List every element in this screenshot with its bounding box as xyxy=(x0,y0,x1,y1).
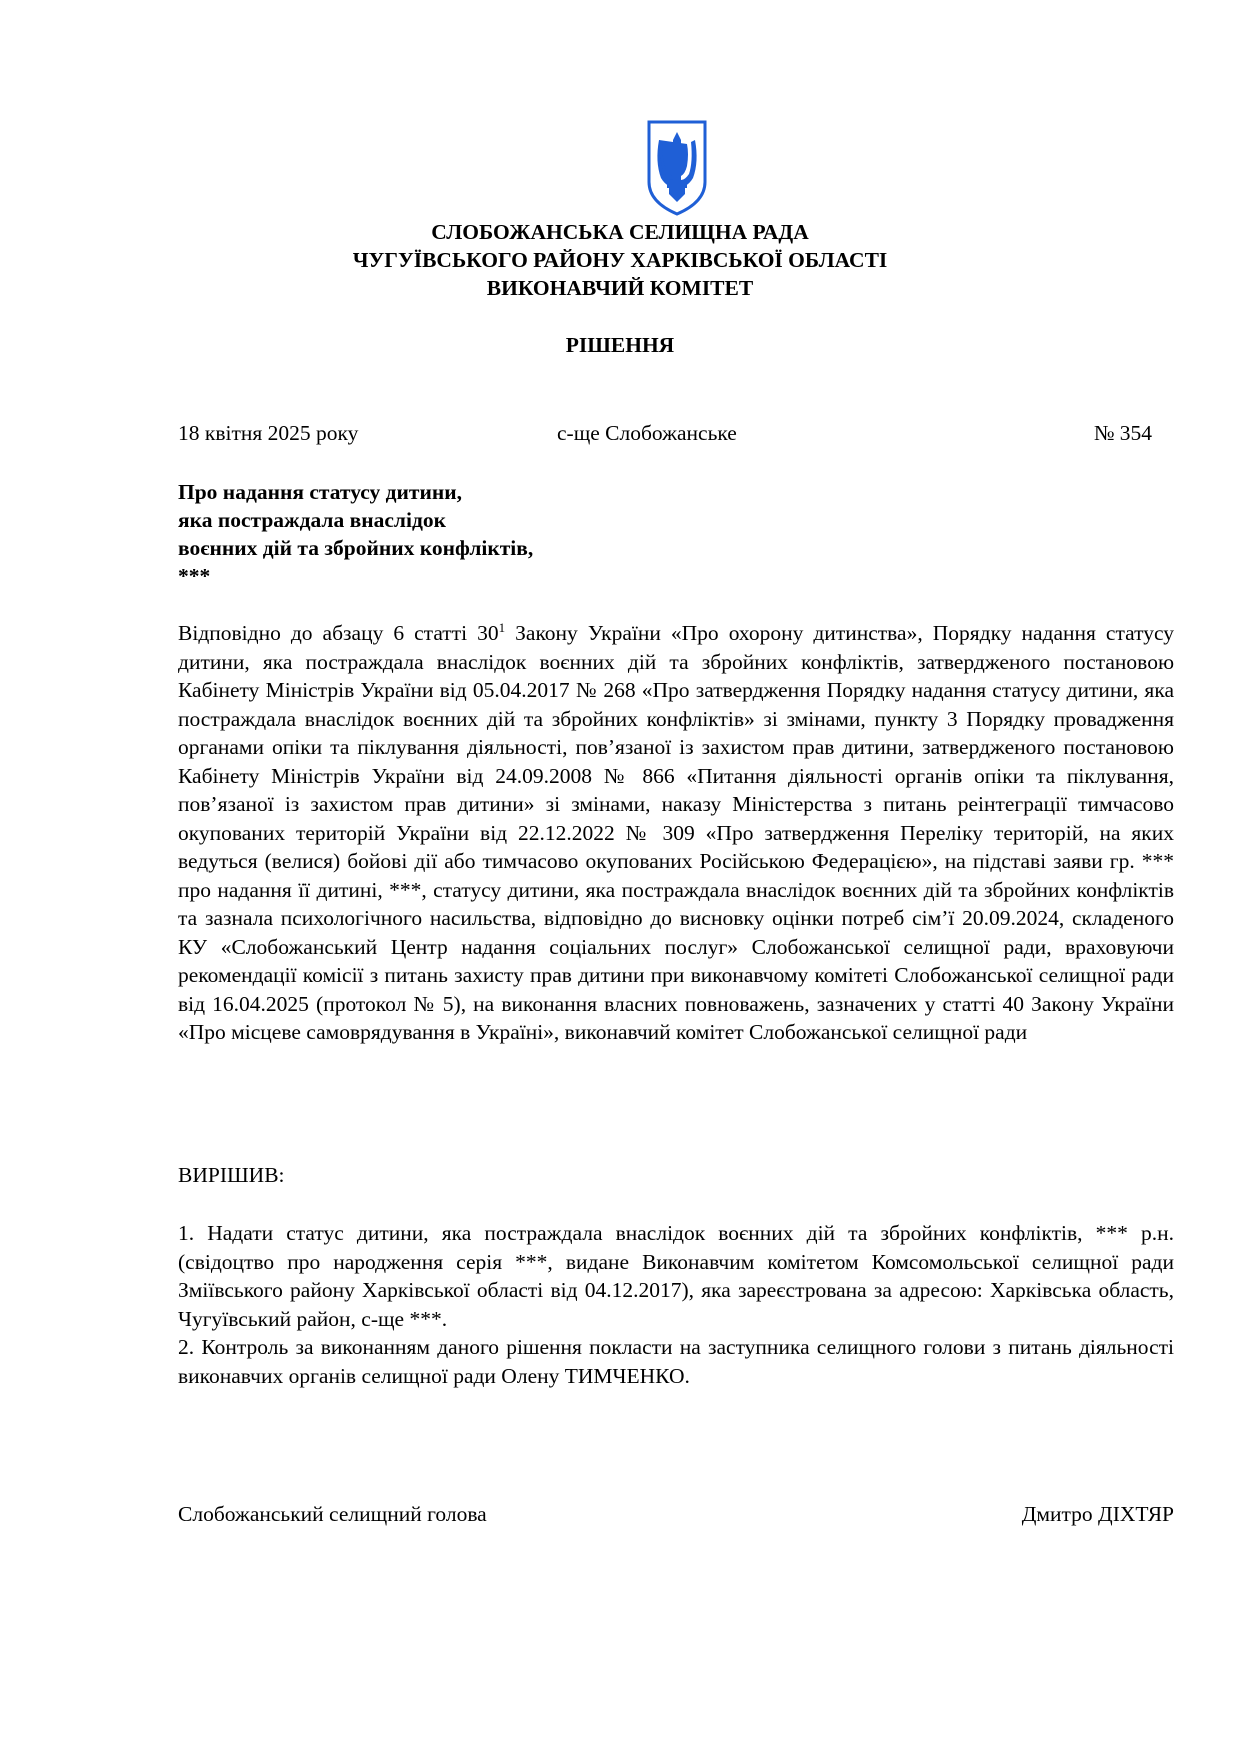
resolved-label: ВИРІШИВ: xyxy=(178,1163,285,1187)
signatory-position: Слобожанський селищний голова xyxy=(178,1502,487,1526)
preamble-text-rest: Закону України «Про охорону дитинства», Порядку надання статусу дитини, яка постраждала внаслідок воєнних дій та збройних конфліктів, затвердженого постановою Кабінету Міністрів України від 05.04.2017 № 268 «Про затвердження Порядку надання статусу дитини, яка постраждала внаслідок воєнних дій та збройних конфліктів» зі змінами, пункту 3 Порядку провадження органами опіки та піклування діяльності, пов’язаної із захистом прав дитини, затвердженого постановою Кабінету Міністрів України від 24.09.2008 № 866 «Питання діяльності органів опіки та піклування, пов’язаної із захистом прав дитини» зі змінами, наказу Міністерства з питань реінтеграції тимчасово окупованих територій України від 22.12.2022 № 309 «Про затвердження Переліку територій, на яких ведуться (велися) бойові дії або тимчасово окупованих Російською Федерацією», на підставі заяви гр. *** про надання її дитині, ***, статусу дитини, яка постраждала внаслідок воєнних дій та збройних конфліктів та зазнала психологічного насильства, відповідно до висновку оцінки потреб сім’ї 20.09.2024, складеного КУ «Слобожанський Центр надання соціальних послуг» Слобожанської селищної ради, враховуючи рекомендації комісії з питань захисту прав дитини при виконавчому комітеті Слобожанської селищної ради від 16.04.2025 (протокол № 5), на виконання власних повноважень, зазначених у статті 40 Закону України «Про місцеве самоврядування в Україні», виконавчий комітет Слобожанської селищної ради xyxy=(178,621,1174,1044)
decision-subject xyxy=(178,478,678,590)
document-header xyxy=(0,218,1240,302)
council-name: СЛОБОЖАНСЬКА СЕЛИЩНА РАДА xyxy=(431,220,809,244)
subject-line: яка постраждала внаслідок xyxy=(178,508,446,532)
document-type: РІШЕННЯ xyxy=(565,333,675,357)
preamble-text-start: Відповідно до абзацу 6 статті 30 xyxy=(178,621,499,645)
article-superscript: 1 xyxy=(498,619,506,635)
committee-name: ВИКОНАВЧИЙ КОМІТЕТ xyxy=(486,276,754,300)
subject-line: воєнних дій та збройних конфліктів, xyxy=(178,536,534,560)
signature-block xyxy=(178,1500,1174,1528)
coat-of-arms-icon xyxy=(645,118,709,218)
subject-line: *** xyxy=(178,564,211,588)
decision-place: с-ще Слобожанське xyxy=(557,421,737,445)
subject-line: Про надання статусу дитини, xyxy=(178,480,463,504)
signatory-name: Дмитро ДІХТЯР xyxy=(1021,1502,1174,1526)
district-name: ЧУГУЇВСЬКОГО РАЙОНУ ХАРКІВСЬКОЇ ОБЛАСТІ xyxy=(352,248,888,272)
decision-number: № 354 xyxy=(1093,421,1152,445)
decision-item: 2. Контроль за виконанням даного рішення покласти на заступника селищного голови з питань діяльності виконавчих органів селищної ради Олену ТИМЧЕНКО. xyxy=(178,1335,1174,1388)
decision-items xyxy=(178,1219,1174,1390)
decision-item: 1. Надати статус дитини, яка постраждала внаслідок воєнних дій та збройних конфліктів, *** р.н. (свідоцтво про народження серія ***, видане Виконавчим комітетом Комсомольської селищної ради Зміївського району Харківської області від 04.12.2017), яка зареєстрована за адресою: Харківська область, Чугуївський район, с-ще ***. xyxy=(178,1221,1174,1331)
decision-date: 18 квітня 2025 року xyxy=(178,421,359,445)
document-meta xyxy=(178,419,1178,447)
preamble-paragraph xyxy=(178,619,1174,1047)
